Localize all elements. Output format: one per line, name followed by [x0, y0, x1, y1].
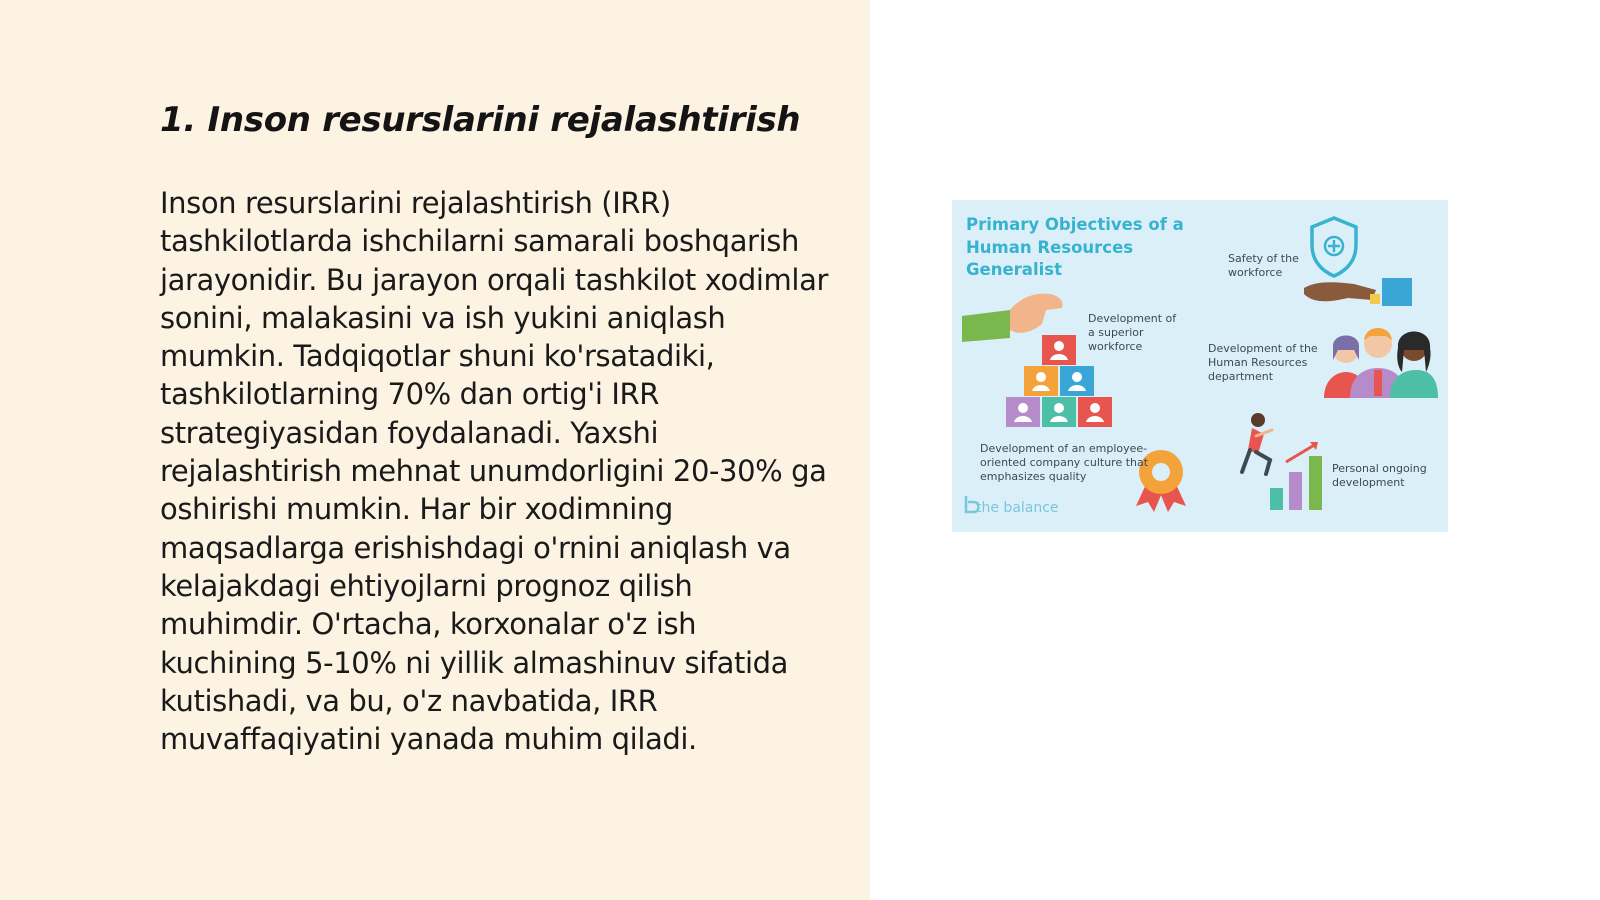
- label-personal-development: Personal ongoing development: [1332, 462, 1427, 489]
- people-group-icon: [1324, 328, 1438, 398]
- shield-icon: [1312, 218, 1356, 276]
- label-hr-department: Development of the Human Resources department: [1208, 342, 1318, 383]
- bar-growth-icon: [1270, 442, 1322, 510]
- hand-icon: [1304, 278, 1412, 306]
- reaching-hand-icon: [962, 294, 1063, 342]
- hr-objectives-infographic: [952, 200, 1448, 532]
- climbing-person-icon: [1242, 413, 1272, 474]
- brand-logo-text: the balance: [976, 500, 1059, 516]
- label-superior-workforce: Development of a superior workforce: [1088, 312, 1177, 353]
- infographic-title: Primary Objectives of a Human Resources Generalist: [966, 215, 1184, 279]
- label-safety: Safety of the workforce: [1228, 252, 1299, 279]
- slide-title: 1. Inson resurslarini rejalashtirish: [160, 100, 801, 140]
- slide-body-text: Inson resurslarini rejalashtirish (IRR) tashkilotlarda ishchilarni samarali boshqarish jarayonidir. Bu jarayon orqali tashkilot xodimlar sonini, malakasini va ish yukini aniqlash mumkin. Tadqiqotlar shuni ko'rsatadiki, tashkilotlarning 70% dan ortig'i IRR strategiyasidan foydalanadi. Yaxshi rejalashtirish mehnat unumdorligini 20-30% ga oshirishi mumkin. Har bir xodimning maqsadlarga erishishdagi o'rnini aniqlash va kelajakdagi ehtiyojlarni prognoz qilish muhimdir. O'rtacha, korxonalar o'z ish kuchining 5-10% ni yillik almashinuv sifatida kutishadi, va bu, o'z navbatida, IRR muvaffaqiyatini yanada muhim qiladi.: [160, 186, 828, 757]
- label-company-culture: Development of an employee-oriented company culture that emphasizes quality: [980, 442, 1149, 483]
